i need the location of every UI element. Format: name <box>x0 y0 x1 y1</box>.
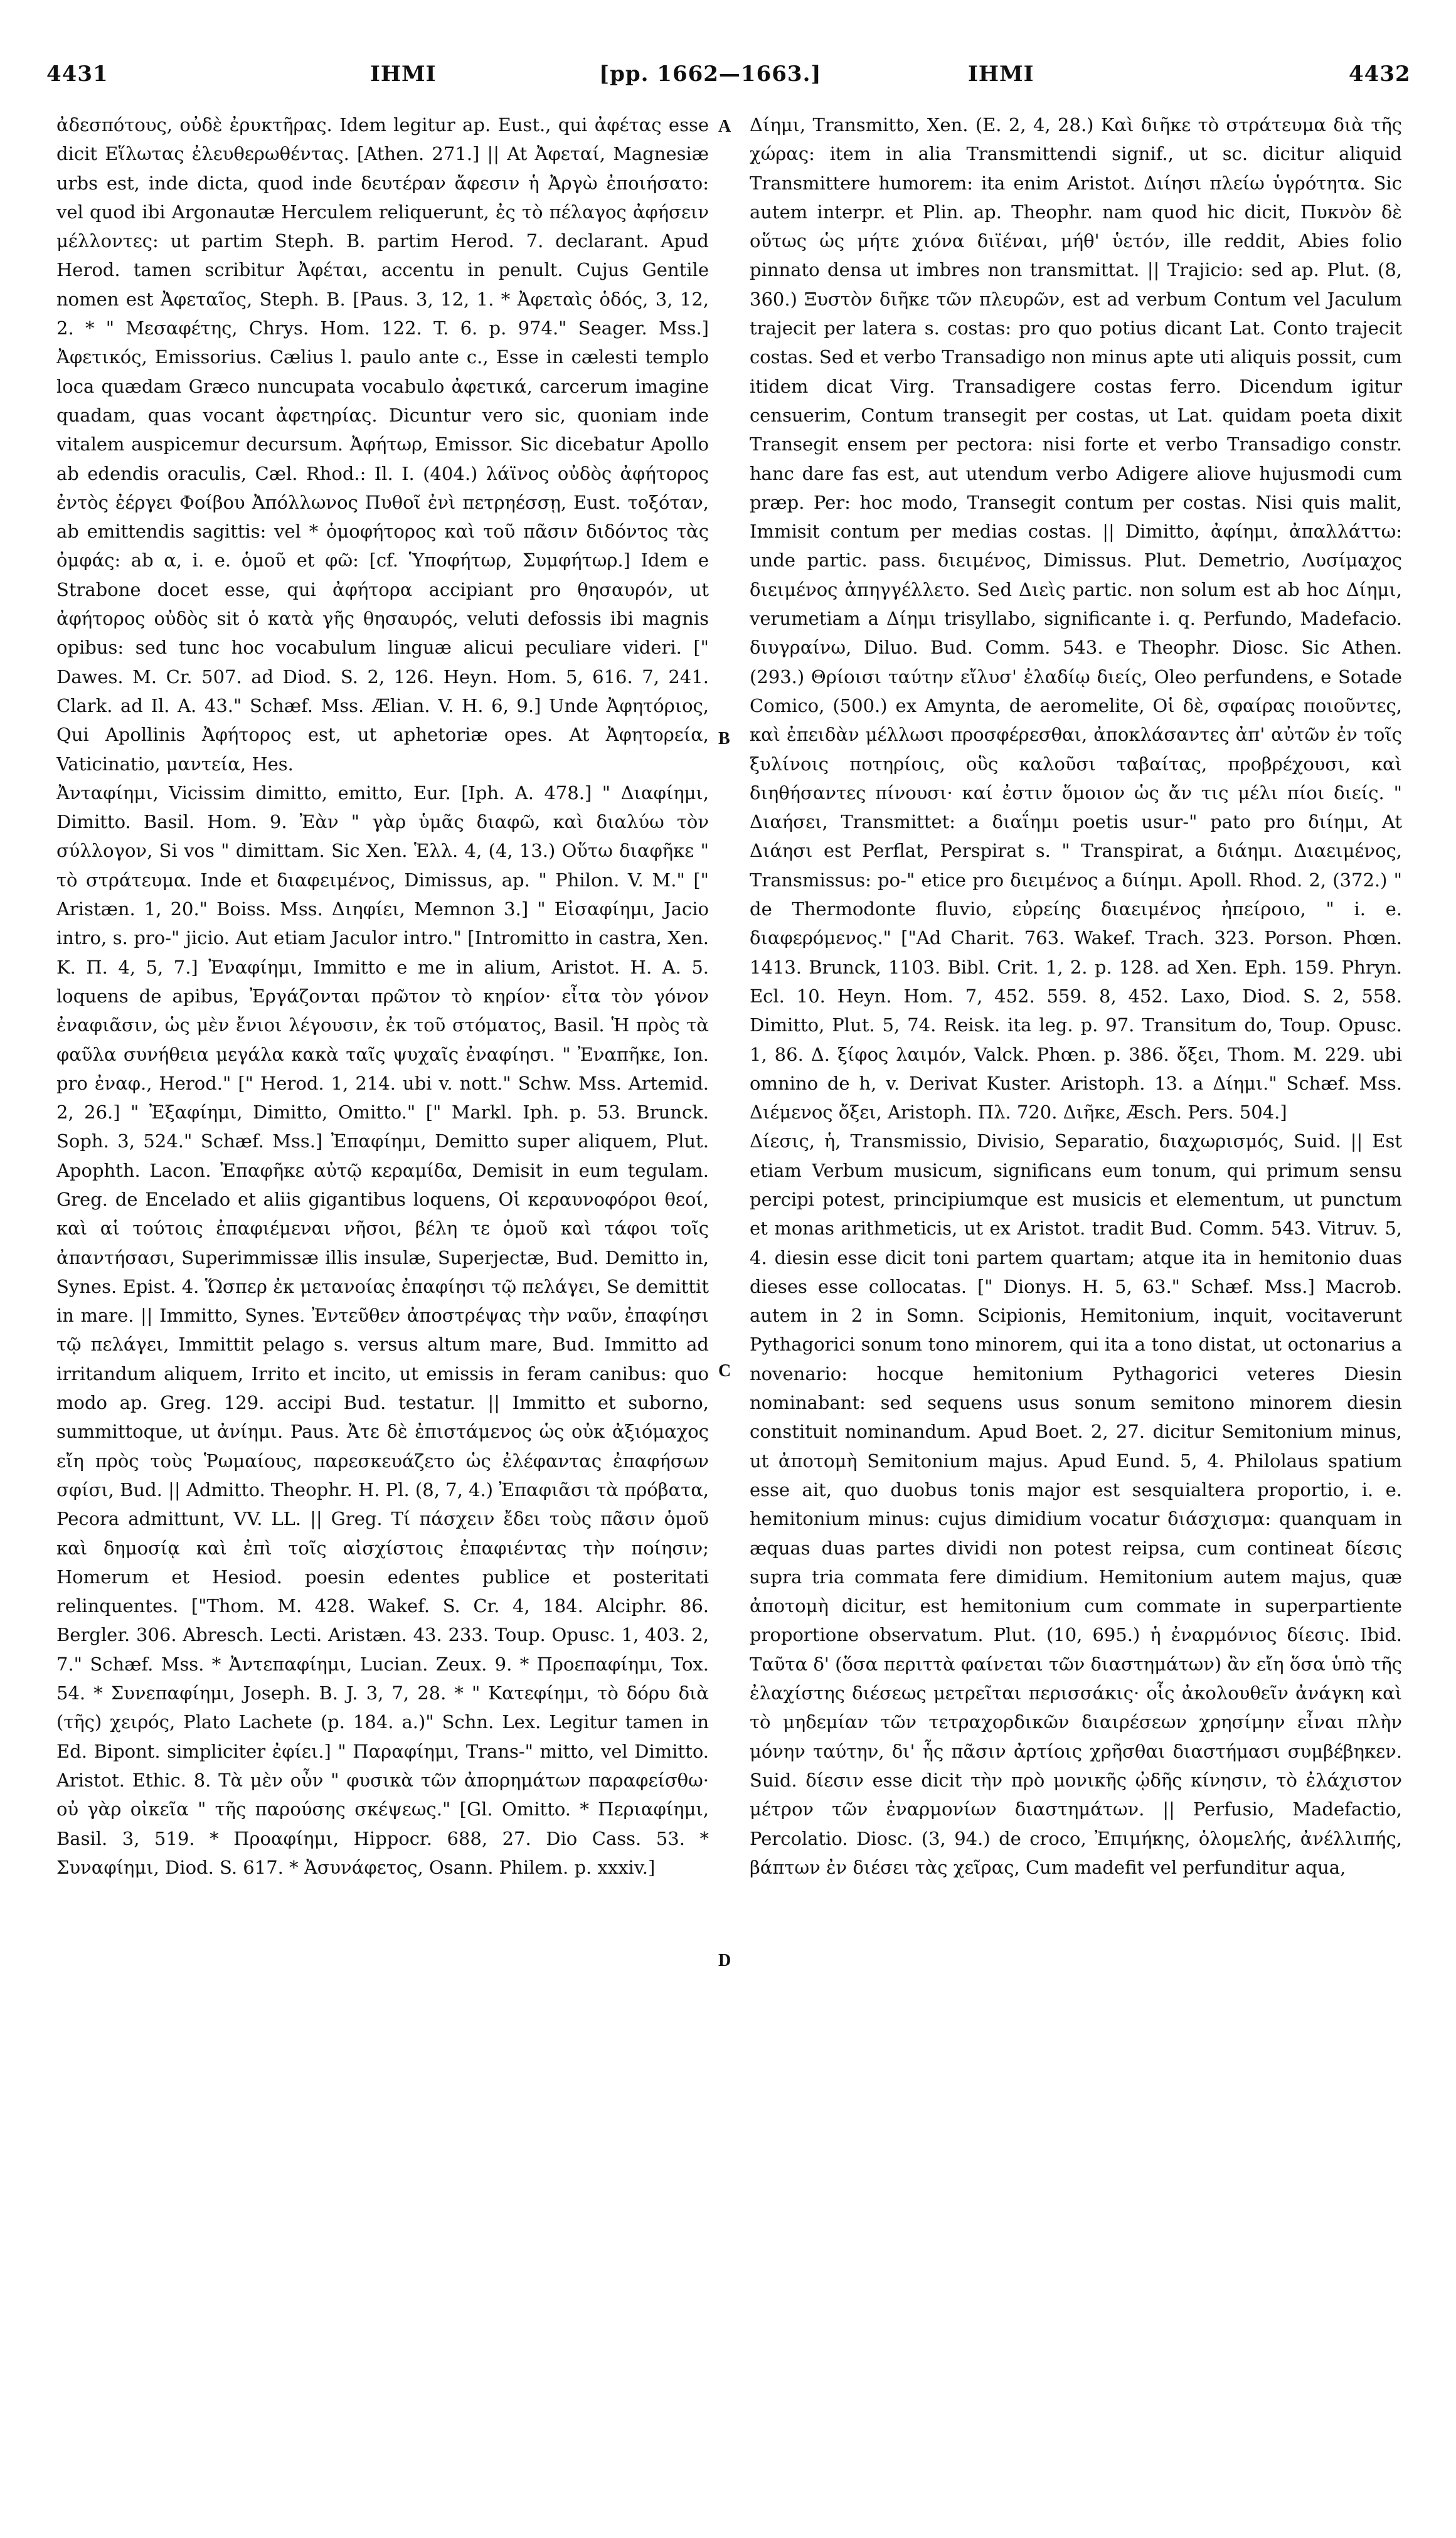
left-text-column <box>56 110 709 2500</box>
right-column-number: 4432 <box>1349 61 1411 87</box>
left-entry-paragraph: ἀδεσπότους, οὐδὲ ἐρυκτῆρας. Idem legitur ap. Eust., qui ἀφέτας esse dicit Εἵλωτας ἐλευθερωθέντας. [Athen. 271.] || At Ἀφεταί, Magnesiæ urbs est, inde dicta, quod inde δευτέραν ἄφεσιν ἡ Ἀργὼ ἐποιήσατο: vel quod ibi Argonautæ Herculem reliquerunt, ἐς τὸ πέλαγος ἀφήσειν μέλλοντες: ut partim Steph. B. partim Herod. 7. declarant. Apud Herod. tamen scribitur Ἀφέται, accentu in penult. Cujus Gentile nomen est Ἀφεταῖος, Steph. B. [Paus. 3, 12, 1. * Ἀφεταὶς ὁδός, 3, 12, 2. * " Μεσαφέτης, Chrys. Hom. 122. T. 6. p. 974." Seager. Mss.] Ἀφετικός, Emissorius. Cælius l. paulo ante c., Esse in cælesti templo loca quædam Græco nuncupata vocabulo ἀφετικά, carcerum imagine quadam, quas vocant ἀφετηρίας. Dicuntur vero sic, quoniam inde vitalem auspicemur decursum. Ἀφήτωρ, Emissor. Sic dicebatur Apollo ab edendis oraculis, Cæl. Rhod.: Il. I. (404.) λάϊνος οὐδὸς ἀφήτορος ἐντὸς ἐέργει Φοίβου Ἀπόλλωνος Πυθοῖ ἐνὶ πετρηέσσῃ, Eust. τοξόταν, ab emittendis sagittis: vel * ὁμοφήτορος καὶ τοῦ πᾶσιν διδόντος τὰς ὀμφάς: ab α, i. e. ὁμοῦ et φῶ: [cf. Ὑποφήτωρ, Συμφήτωρ.] Idem e Strabone docet esse, qui ἀφήτορα accipiant pro θησαυρόν, ut ἀφήτορος οὐδὸς sit ὁ κατὰ γῆς θησαυρός, veluti defossis ibi magnis opibus: sed tunc hoc vocabulum linguæ alicui peculiare videri. [" Dawes. M. Cr. 507. ad Diod. S. 2, 126. Heyn. Hom. 5, 616. 7, 241. Clark. ad Il. A. 43." Schæf. Mss. Ælian. V. H. 6, 9.] Unde Ἀφητόριος, Qui Apollinis Ἀφήτορος est, ut aphetoriæ opes. At Ἀφητορεία, Vaticinatio, μαντεία, Hes. <box>56 114 709 775</box>
right-entry-paragraph: Δίεσις, ἡ, Transmissio, Divisio, Separatio, διαχωρισμός, Suid. || Est etiam Verbum musicum, significans eum tonum, qui primum sensu percipi potest, principiumque est musicis et elementum, ut punctum et monas arithmeticis, ut ex Aristot. tradit Bud. Comm. 543. Vitruv. 5, 4. diesin esse dicit toni partem quartam; atque ita in hemitonio duas dieses esse collocatas. [" Dionys. H. 5, 63." Schæf. Mss.] Macrob. autem in 2 in Somn. Scipionis, Hemitonium, inquit, vocitaverunt Pythagorici sonum tono minorem, qui ita a tono distat, ut octonarius a novenario: hocque hemitonium Pythagorici veteres Diesin nominabant: sed sequens usus sonum semitono minorem diesin constituit nominandum. Apud Boet. 2, 27. dicitur Semitonium minus, ut ἀποτομὴ Semitonium majus. Apud Eund. 5, 4. Philolaus spatium esse ait, quo duobus tonis major est sesquialtera proportio, i. e. hemitonium minus: cujus dimidium vocatur διάσχισμα: quanquam in æquas duas partes dividi non potest reipsa, cum contineat δίεσις supra tria commata fere dimidium. Hemitonium autem majus, quæ ἀποτομὴ dicitur, est hemitonium cum commate in superpartiente proportione observatum. Plut. (10, 695.) ἡ ἐναρμόνιος δίεσις. Ibid. Ταῦτα δ' (ὅσα περιττὰ φαίνεται τῶν διαστημάτων) ἂν εἴη ὅσα ὑπὸ τῆς ἐλαχίστης διέσεως μετρεῖται περισσάκις· οἷς ἀκολουθεῖν ἀνάγκη καὶ τὸ μηδεμίαν τῶν τετραχορδικῶν διαιρέσεων χρησίμην εἶναι πλὴν μόνην ταύτην, δι' ἧς πᾶσιν ἀρτίοις χρῆσθαι διαστήμασι συμβέβηκεν. Suid. δίεσιν esse dicit τὴν πρὸ μονικῆς ᾠδῆς κίνησιν, τὸ ἐλάχιστον μέτρον τῶν ἐναρμονίων διαστημάτων. || Perfusio, Madefactio, Percolatio. Diosc. (3, 94.) de croco, Ἐπιμήκης, ὁλομελής, ἀνέλλιπής, βάπτων ἐν διέσει τὰς χεῖρας, Cum madefit vel perfunditur aqua, <box>750 1130 1402 1878</box>
section-marker-a: A <box>718 117 731 136</box>
left-entry-paragraph: Ἀνταφίημι, Vicissim dimitto, emitto, Eur. [Iph. A. 478.] " Διαφίημι, Dimitto. Basil. Hom. 9. Ἐὰν " γὰρ ὑμᾶς διαφῶ, καὶ διαλύω τὸν σύλλογον, Si vos " dimittam. Sic Xen. Ἑλλ. 4, (4, 13.) Οὕτω διαφῆκε " τὸ στράτευμα. Inde et διαφειμένος, Dimissus, ap. " Philon. V. M." [" Aristæn. 1, 20." Boiss. Mss. Διηφίει, Memnon 3.] " Εἰσαφίημι, Jacio intro, s. pro-" jicio. Aut etiam Jaculor intro." [Intromitto in castra, Xen. K. Π. 4, 5, 7.] Ἐναφίημι, Immitto e me in alium, Aristot. H. A. 5. loquens de apibus, Ἐργάζονται πρῶτον τὸ κηρίον· εἶτα τὸν γόνον ἐναφιᾶσιν, ὡς μὲν ἔνιοι λέγουσιν, ἐκ τοῦ στόματος, Basil. Ἡ πρὸς τὰ φαῦλα συνήθεια μεγάλα κακὰ ταῖς ψυχαῖς ἐναφίησι. " Ἐναπῆκε, Ion. pro ἐναφ., Herod." [" Herod. 1, 214. ubi v. nott." Schw. Mss. Artemid. 2, 26.] " Ἐξαφίημι, Dimitto, Omitto." [" Markl. Iph. p. 53. Brunck. Soph. 3, 524." Schæf. Mss.] Ἐπαφίημι, Demitto super aliquem, Plut. Apophth. Lacon. Ἐπαφῆκε αὐτῷ κεραμίδα, Demisit in eum tegulam. Greg. de Encelado et aliis gigantibus loquens, Οἱ κεραυνοφόροι θεοί, καὶ αἱ τούτοις ἐπαφιέμεναι νῆσοι, βέλη τε ὁμοῦ καὶ τάφοι τοῖς ἀπαντήσασι, Superimmissæ illis insulæ, Superjectæ, Bud. Demitto in, Synes. Epist. 4. Ὥσπερ ἐκ μετανοίας ἐπαφίησι τῷ πελάγει, Se demittit in mare. || Immitto, Synes. Ἐντεῦθεν ἀποστρέψας τὴν ναῦν, ἐπαφίησι τῷ πελάγει, Immittit pelago s. versus altum mare, Bud. Immitto ad irritandum aliquem, Irrito et incito, ut emissis in feram canibus: quo modo ap. Greg. 129. accipi Bud. testatur. || Immitto et suborno, summittoque, ut ἀνίημι. Paus. Ἀτε δὲ ἐπιστάμενος ὡς οὐκ ἀξιόμαχος εἴη πρὸς τοὺς Ῥωμαίους, παρεσκευάζετο ὡς ἐλέφαντας ἐπαφήσων σφίσι, Bud. || Admitto. Theophr. H. Pl. (8, 7, 4.) Ἐπαφιᾶσι τὰ πρόβατα, Pecora admittunt, VV. LL. || Greg. Τί πάσχειν ἔδει τοὺς πᾶσιν ὁμοῦ καὶ δημοσίᾳ καὶ ἐπὶ τοῖς αἰσχίστοις ἐπαφιέντας τὴν ποίησιν; Homerum et Hesiod. poesin edentes publice et posteritati relinquentes. ["Thom. M. 428. Wakef. S. Cr. 4, 184. Alciphr. 86. Bergler. 306. Abresch. Lecti. Aristæn. 43. 233. Toup. Opusc. 1, 403. 2, 7." Schæf. Mss. * Ἀντεπαφίημι, Lucian. Zeux. 9. * Προεπαφίημι, Tox. 54. * Συνεπαφίημι, Joseph. B. J. 3, 7, 28. * " Κατεφίημι, τὸ δόρυ διὰ (τῆς) χειρός, Plato Lachete (p. 184. a.)" Schn. Lex. Legitur tamen in Ed. Bipont. simpliciter ἐφίει.] " Παραφίημι, Trans-" mitto, vel Dimitto. Aristot. Ethic. 8. Τὰ μὲν οὖν " φυσικὰ τῶν ἀπορημάτων παραφείσθω· οὐ γὰρ οἰκεῖα " τῆς παρούσης σκέψεως." [Gl. Omitto. * Περιαφίημι, Basil. 3, 519. * Προαφίημι, Hippocr. 688, 27. Dio Cass. 53. * Συναφίημι, Diod. S. 617. * Ἀσυνάφετος, Osann. Philem. p. xxxiv.] <box>56 782 709 1878</box>
section-marker-d: D <box>718 1951 731 1970</box>
left-running-headword: ΙΗΜΙ <box>370 61 437 87</box>
right-text-column <box>750 110 1402 2500</box>
section-marker-b: B <box>718 729 730 748</box>
left-column-number: 4431 <box>46 61 109 87</box>
section-marker-c: C <box>718 1361 731 1381</box>
right-running-headword: ΙΗΜΙ <box>968 61 1034 87</box>
right-entry-paragraph: Δίημι, Transmitto, Xen. (E. 2, 4, 28.) Καὶ διῆκε τὸ στράτευμα διὰ τῆς χώρας: item in alia Transmittendi signif., ut sc. dicitur aliquid Transmittere humorem: ita enim Aristot. Διίησι πλείω ὑγρότητα. Sic autem interpr. et Plin. ap. Theophr. nam quod hic dicit, Πυκνὸν δὲ οὕτως ὡς μήτε χιόνα διϊέναι, μήθ' ὑετόν, ille reddit, Abies folio pinnato densa ut imbres non transmittat. || Trajicio: sed ap. Plut. (8, 360.) Ξυστὸν διῆκε τῶν πλευρῶν, est ad verbum Contum vel Jaculum trajecit per latera s. costas: pro quo potius dicant Lat. Conto trajecit costas. Sed et verbo Transadigo non minus apte uti aliquis possit, cum itidem dicat Virg. Transadigere costas ferro. Dicendum igitur censuerim, Contum transegit per costas, ut Lat. quidam poeta dixit Transegit ensem per pectora: nisi forte et verbo Transadigo constr. hanc dare fas est, aut utendum verbo Adigere aliove hujusmodi cum præp. Per: hoc modo, Transegit contum per costas. Nisi quis malit, Immisit contum per medias costas. || Dimitto, ἀφίημι, ἀπαλλάττω: unde partic. pass. διειμένος, Dimissus. Plut. Demetrio, Λυσίμαχος διειμένος ἀπηγγέλλετο. Sed Διεὶς partic. non solum est ab hoc Δίημι, verumetiam a Δίημι trisyllabo, significante i. q. Perfundo, Madefacio. διυγραίνω, Diluo. Bud. Comm. 543. e Theophr. Diosc. Sic Athen. (293.) Θρίοισι ταύτην εἴλυσ' ἐλαδίῳ διείς, Oleo perfundens, e Sotade Comico, (500.) ex Amynta, de aeromelite, Οἱ δὲ, σφαίρας ποιοῦντες, καὶ ἐπειδὰν μέλλωσι προσφέρεσθαι, ἀποκλάσαντες ἀπ' αὐτῶν ἐν τοῖς ξυλίνοις ποτηρίοις, οὓς καλοῦσι ταβαίτας, προβρέχουσι, καὶ διηθήσαντες πίνουσι· καί ἐστιν ὅμοιον ὡς ἄν τις μέλι πίοι διείς. " Διαήσει, Transmittet: a διαΐημι poetis usur-" pato pro διίημι, At Διάησι est Perflat, Perspirat s. " Transpirat, a διάημι. Διαειμένος, Transmissus: po-" etice pro διειμένος a διίημι. Apoll. Rhod. 2, (372.) " de Thermodonte fluvio, εὐρείης διαειμένος ἠπείροιο, " i. e. διαφερόμενος." ["Ad Charit. 763. Wakef. Trach. 323. Porson. Phœn. 1413. Brunck, 1103. Bibl. Crit. 1, 2. p. 128. ad Xen. Eph. 159. Phryn. Ecl. 10. Heyn. Hom. 7, 452. 559. 8, 452. Laxo, Diod. S. 2, 558. Dimitto, Plut. 5, 74. Reisk. ita leg. p. 97. Transitum do, Toup. Opusc. 1, 86. Δ. ξίφος λαιμόν, Valck. Phœn. p. 386. ὄξει, Thom. M. 229. ubi omnino de h, v. Derivat Kuster. Aristoph. 13. a Δίημι." Schæf. Mss. Διέμενος ὄξει, Aristoph. Πλ. 720. Διῆκε, Æsch. Pers. 504.] <box>750 114 1402 1123</box>
page-range: [pp. 1662—1663.] <box>599 61 822 87</box>
